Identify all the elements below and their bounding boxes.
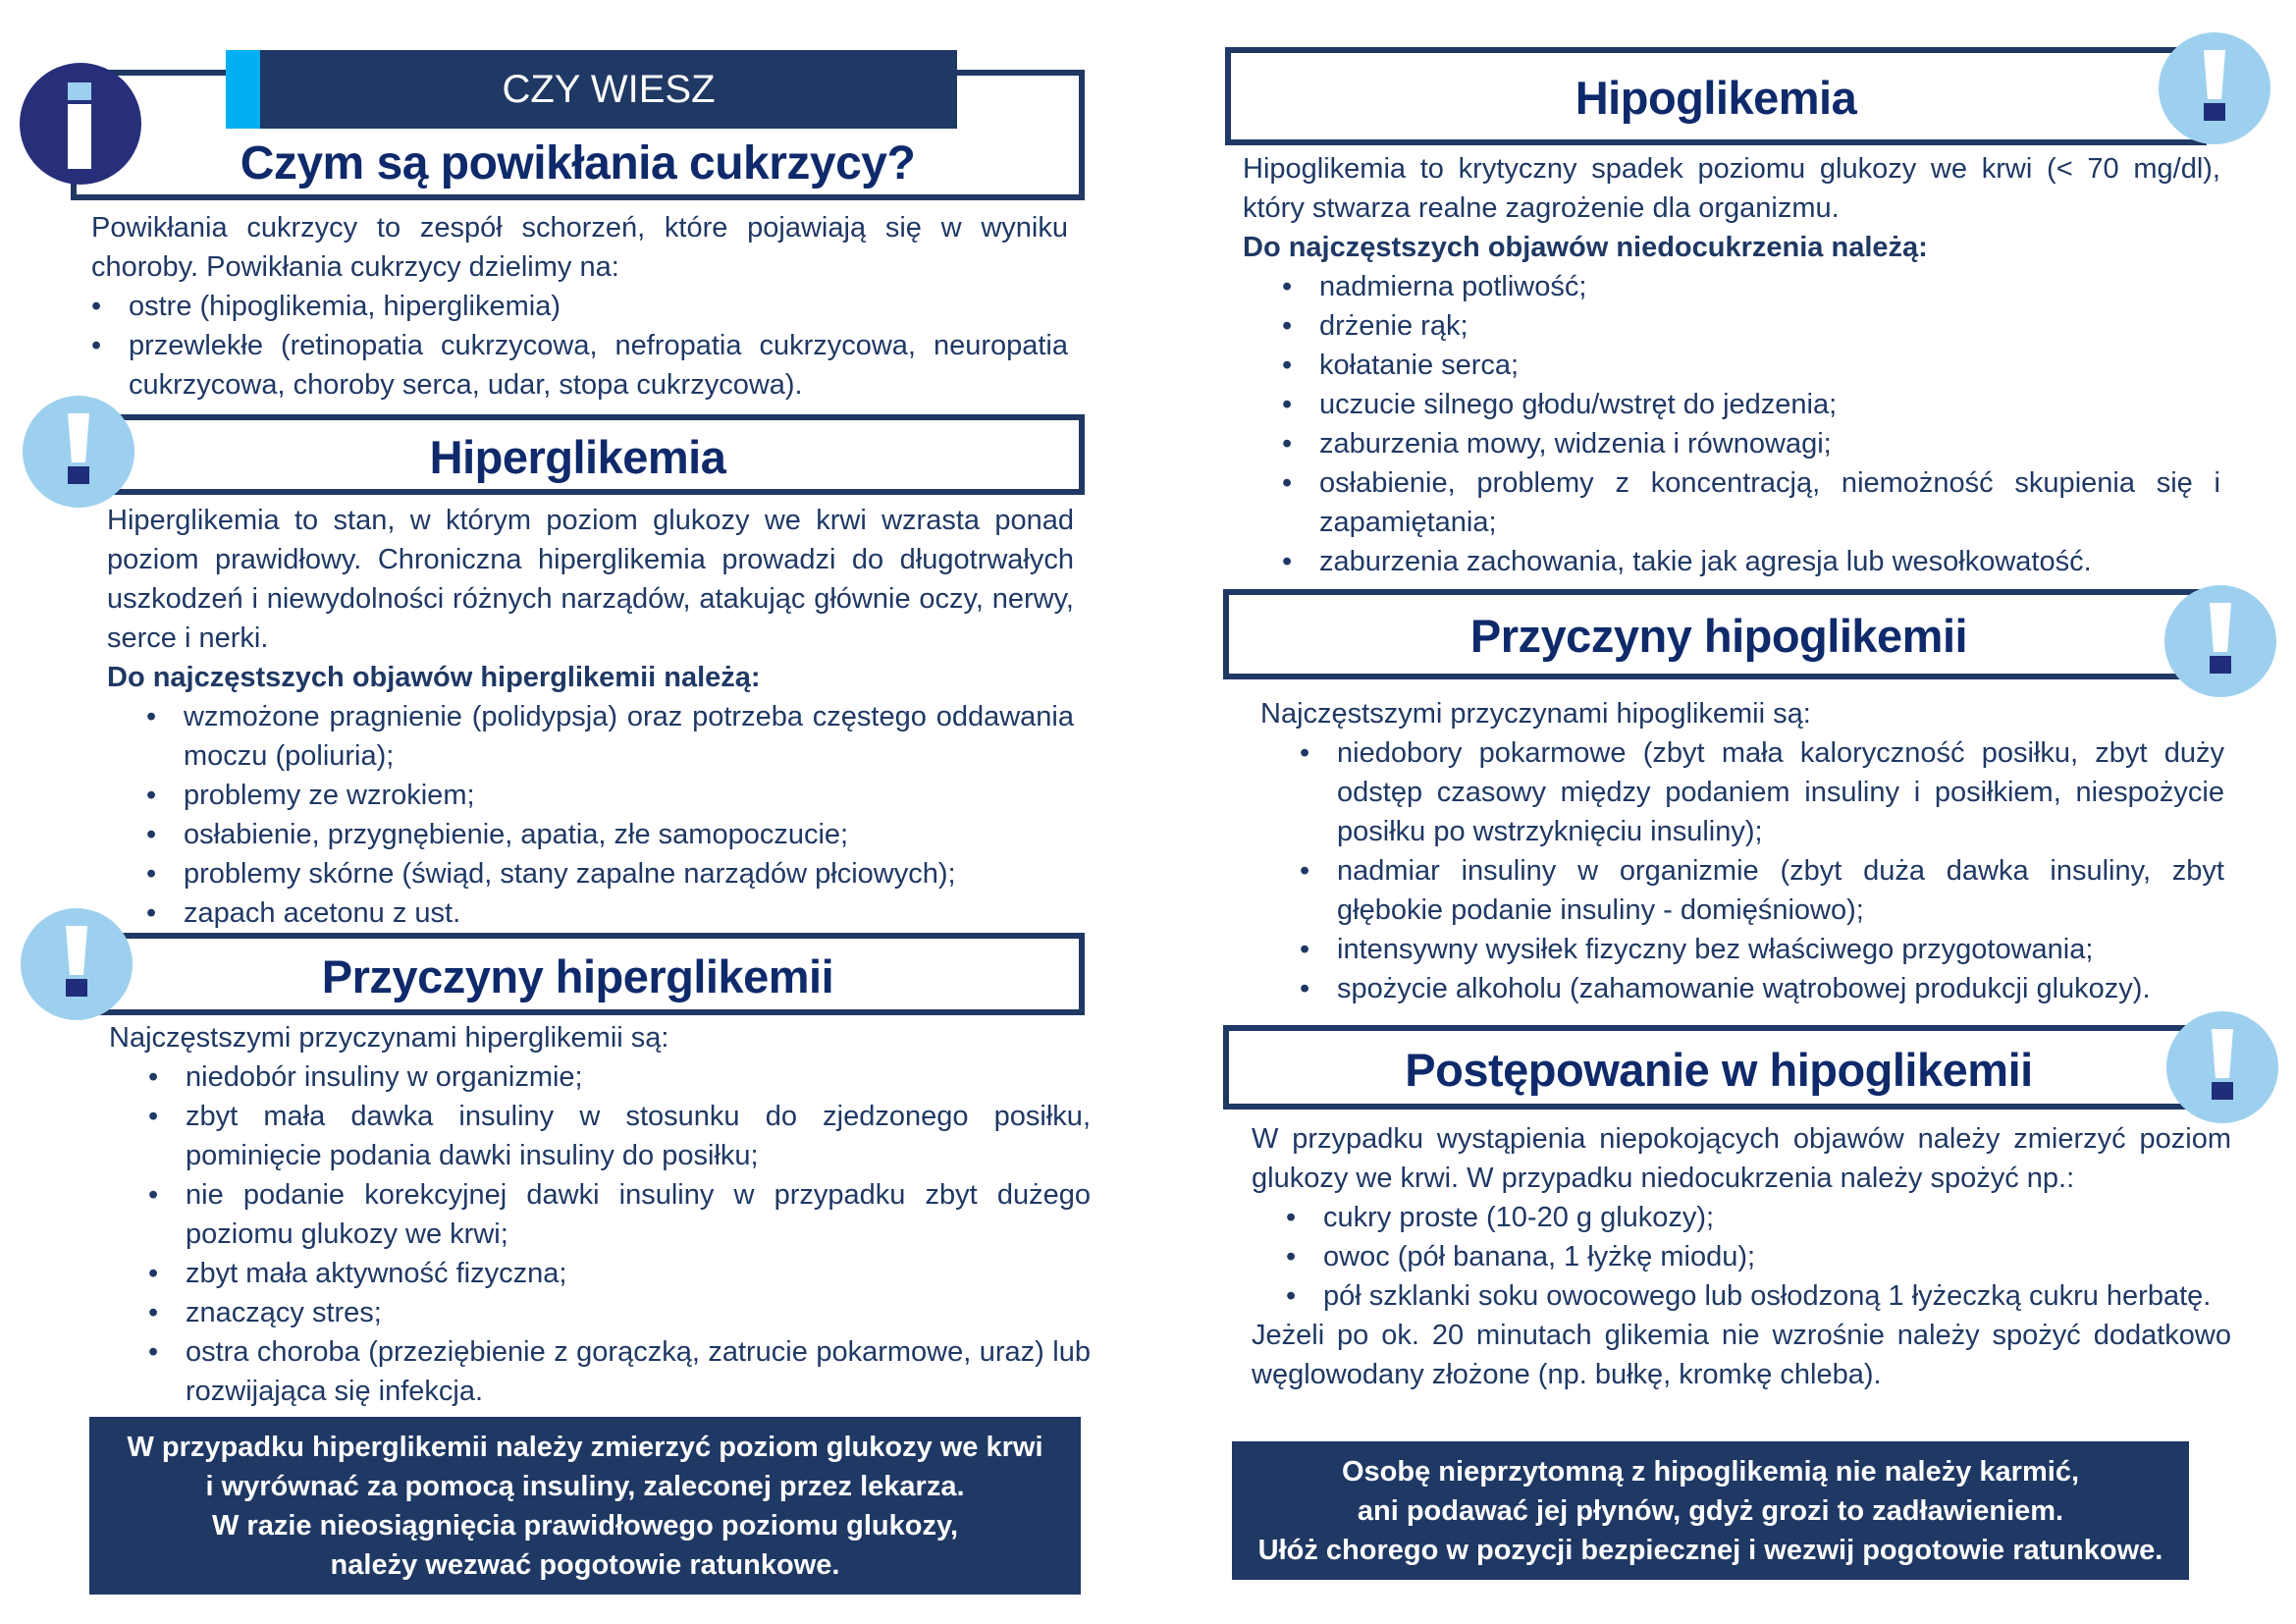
hipoglikemia-paragraph: Hipoglikemia to krytyczny spadek poziomu glukozy we krwi (< 70 mg/dl), który stwarza realne zagrożenie dla organizmu. <box>1243 153 2220 224</box>
banner-accent-stripe <box>226 50 260 129</box>
list-item: • przewlekłe (retinopatia cukrzycowa, nefropatia cukrzycowa, neuropatia cukrzycowa, choroby serca, udar, stopa cukrzycowa). <box>91 326 1068 405</box>
przyczyny-hipoglikemii-header-box <box>1223 589 2215 679</box>
exclamation-bar <box>66 926 87 975</box>
list-item: • drżenie rąk; <box>1282 306 2220 346</box>
exclamation-icon <box>23 396 134 508</box>
przyczyny-hipoglikemii-title: Przyczyny hipoglikemii <box>1469 610 1968 662</box>
hipoglikemia-text <box>1243 149 2220 581</box>
hipoglikemia-warning-note <box>1232 1441 2189 1580</box>
hiperglikemia-symptoms-heading: Do najczęstszych objawów hiperglikemii należą: <box>107 662 761 693</box>
list-item: • spożycie alkoholu (zahamowanie wątrobowej produkcji glukozy). <box>1300 969 2224 1008</box>
hiperglikemia-text <box>107 501 1074 933</box>
list-item: • problemy skórne (świąd, stany zapalne narządów płciowych); <box>146 854 1074 893</box>
list-item: • zaburzenia mowy, widzenia i równowagi; <box>1282 424 2220 463</box>
exclamation-dot <box>2204 103 2225 121</box>
list-item: • ostra choroba (przeziębienie z gorączką, zatrucie pokarmowe, uraz) lub rozwijająca się infekcja. <box>148 1332 1091 1411</box>
exclamation-dot <box>68 466 89 484</box>
przyczyny-hiperglikemii-title: Przyczyny hiperglikemii <box>321 950 834 1002</box>
list-item: • problemy ze wzrokiem; <box>146 776 1074 815</box>
list-item: • zbyt mała dawka insuliny w stosunku do zjedzonego posiłku, pominięcie podania dawki insuliny do posiłku; <box>148 1097 1091 1175</box>
postepowanie-title: Postępowanie w hipoglikemii <box>1405 1044 2033 1096</box>
list-item: • zapach acetonu z ust. <box>146 893 1074 933</box>
list-item: • kołatanie serca; <box>1282 346 2220 385</box>
intro-text <box>91 208 1068 405</box>
exclamation-icon <box>21 908 133 1020</box>
list-item: • nadmiar insuliny w organizmie (zbyt duża dawka insuliny, zbyt głębokie podanie insuliny - domięśniowo); <box>1300 851 2224 930</box>
list-item: • zaburzenia zachowania, takie jak agresja lub wesołkowatość. <box>1282 542 2220 581</box>
banner-label: CZY WIESZ <box>502 67 716 111</box>
hipoglikemia-symptoms-list <box>1282 267 2220 581</box>
hipoglikemia-header-box <box>1225 47 2207 145</box>
list-item: • zbyt mała aktywność fizyczna; <box>148 1254 1091 1293</box>
hiperglikemia-title: Hiperglikemia <box>429 431 726 483</box>
exclamation-icon <box>2159 32 2270 144</box>
list-item: • wzmożone pragnienie (polidypsja) oraz potrzeba częstego oddawania moczu (poliuria); <box>146 697 1074 776</box>
list-item: • osłabienie, problemy z koncentracją, niemożność skupienia się i zapamiętania; <box>1282 463 2220 542</box>
exclamation-bar <box>2204 50 2225 99</box>
info-icon-dot <box>68 82 91 100</box>
exclamation-dot <box>2210 656 2231 674</box>
list-item: • nie podanie korekcyjnej dawki insuliny w przypadku zbyt dużego poziomu glukozy we krwi; <box>148 1175 1091 1254</box>
note-line: W przypadku hiperglikemii należy zmierzyć poziom glukozy we krwi <box>127 1431 1043 1463</box>
info-icon-bar <box>68 104 91 169</box>
note-line: Ułóż chorego w pozycji bezpiecznej i wezwij pogotowie ratunkowe. <box>1257 1534 2163 1566</box>
exclamation-icon <box>2164 585 2276 697</box>
intro-paragraph: Powikłania cukrzycy to zespół schorzeń, które pojawiają się w wyniku choroby. Powikłania cukrzycy dzielimy na: <box>91 212 1068 283</box>
exclamation-bar <box>68 413 89 462</box>
list-item: • cukry proste (10-20 g glukozy); <box>1286 1198 2231 1237</box>
exclamation-icon <box>2166 1011 2278 1123</box>
exclamation-bar <box>2212 1029 2233 1078</box>
list-item: • uczucie silnego głodu/wstręt do jedzenia; <box>1282 385 2220 424</box>
postepowanie-text <box>1252 1119 2231 1394</box>
przyczyny-hipoglikemii-text <box>1260 694 2224 1008</box>
intro-title: Czym są powikłania cukrzycy? <box>240 137 916 189</box>
przyczyny-hiperglikemii-intro: Najczęstszymi przyczynami hiperglikemii są: <box>109 1022 669 1054</box>
list-item: • niedobór insuliny w organizmie; <box>148 1057 1091 1097</box>
przyczyny-hiperglikemii-list <box>148 1057 1091 1411</box>
exclamation-dot <box>2212 1082 2233 1100</box>
postepowanie-header-box <box>1223 1025 2215 1110</box>
list-item: • intensywny wysiłek fizyczny bez właściwego przygotowania; <box>1300 930 2224 969</box>
przyczyny-hiperglikemii-header-box <box>71 933 1085 1015</box>
list-item: • niedobory pokarmowe (zbyt mała kaloryczność posiłku, zbyt duży odstęp czasowy między podaniem insuliny i posiłkiem, niespożycie posiłku po wstrzyknięciu insuliny); <box>1300 733 2224 851</box>
przyczyny-hipoglikemii-list <box>1300 733 2224 1008</box>
list-item: • znaczący stres; <box>148 1293 1091 1332</box>
przyczyny-hipoglikemii-intro: Najczęstszymi przyczynami hipoglikemii są: <box>1260 698 1811 730</box>
postepowanie-followup: Jeżeli po ok. 20 minutach glikemia nie wzrośnie należy spożyć dodatkowo węglowodany złożone (np. bułkę, kromkę chleba). <box>1252 1320 2231 1390</box>
note-line: należy wezwać pogotowie ratunkowe. <box>330 1548 840 1581</box>
info-icon <box>20 63 141 185</box>
przyczyny-hiperglikemii-text <box>109 1018 1091 1411</box>
list-item: • owoc (pół banana, 1 łyżkę miodu); <box>1286 1237 2231 1276</box>
note-line: W razie nieosiągnięcia prawidłowego poziomu glukozy, <box>211 1509 959 1542</box>
exclamation-dot <box>66 979 87 997</box>
note-line: Osobę nieprzytomną z hipoglikemią nie należy karmić, <box>1342 1455 2079 1488</box>
intro-list <box>91 287 1068 405</box>
list-item: • nadmierna potliwość; <box>1282 267 2220 306</box>
czy-wiesz-banner <box>226 50 957 129</box>
note-line: ani podawać jej płynów, gdyż grozi to zadławieniem. <box>1357 1494 2064 1527</box>
hipoglikemia-title: Hipoglikemia <box>1575 72 1857 124</box>
postepowanie-paragraph: W przypadku wystąpienia niepokojących objawów należy zmierzyć poziom glukozy we krwi. W przypadku niedocukrzenia należy spożyć np.: <box>1252 1123 2231 1194</box>
postepowanie-list <box>1286 1198 2231 1316</box>
hipoglikemia-symptoms-heading: Do najczęstszych objawów niedocukrzenia należą: <box>1243 232 1928 263</box>
list-item: • osłabienie, przygnębienie, apatia, złe samopoczucie; <box>146 815 1074 854</box>
exclamation-bar <box>2210 603 2231 652</box>
list-item: • ostre (hipoglikemia, hiperglikemia) <box>91 287 1068 326</box>
hiperglikemia-warning-note <box>89 1417 1081 1595</box>
note-line: i wyrównać za pomocą insuliny, zaleconej przez lekarza. <box>205 1470 965 1502</box>
hiperglikemia-symptoms-list <box>146 697 1074 933</box>
hiperglikemia-header-box <box>71 414 1085 495</box>
hiperglikemia-paragraph: Hiperglikemia to stan, w którym poziom glukozy we krwi wzrasta ponad poziom prawidłowy. Chroniczna hiperglikemia prowadzi do długotrwałych uszkodzeń i niewydolności różnych narządów, atakując głównie oczy, nerwy, serce i nerki. <box>107 505 1074 654</box>
list-item: • pół szklanki soku owocowego lub osłodzoną 1 łyżeczką cukru herbatę. <box>1286 1276 2231 1316</box>
